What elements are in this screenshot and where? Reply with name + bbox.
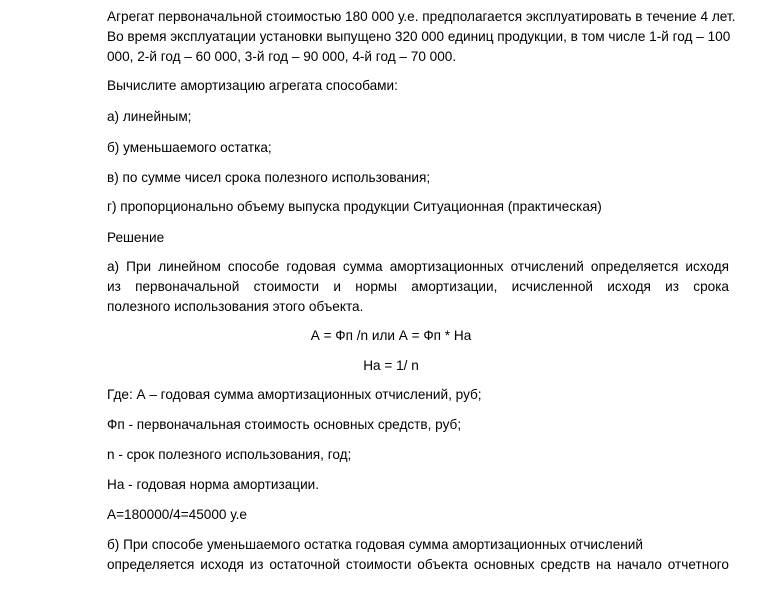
part-a-line-2: из первоначальной стоимости и нормы амортизации, исчисленной исходя из срока: [107, 279, 729, 294]
method-d: г) пропорционально объему выпуска продукции Ситуационная (практическая): [107, 199, 602, 214]
part-a-line-3: полезного использования этого объекта.: [107, 299, 364, 314]
formula-2: На = 1/ n: [363, 358, 419, 373]
definition-fp: Фп - первоначальная стоимость основных средств, руб;: [107, 417, 462, 432]
calculation: А=180000/4=45000 у.е: [107, 507, 247, 522]
definition-na: На - годовая норма амортизации.: [107, 477, 320, 492]
definition-a: Где: А – годовая сумма амортизационных отчислений, руб;: [107, 387, 482, 402]
definition-n: n - срок полезного использования, год;: [107, 447, 352, 462]
formula-1: А = Фп /n или А = Фп * На: [310, 328, 472, 343]
part-a-line-1: а) При линейном способе годовая сумма амортизационных отчислений определяется исходя: [107, 259, 729, 274]
part-b-line-2: определяется исходя из остаточной стоимости объекта основных средств на начало отчетного: [107, 557, 729, 572]
problem-line-1: Агрегат первоначальной стоимостью 180 000 у.е. предполагается эксплуатировать в течение 4 лет.: [107, 9, 736, 24]
solution-heading: Решение: [107, 230, 165, 245]
problem-line-2: Во время эксплуатации установки выпущено 320 000 единиц продукции, в том числе 1-й год – 100: [107, 29, 731, 44]
problem-line-3: 000, 2-й год – 60 000, 3-й год – 90 000, 4-й год – 70 000.: [107, 49, 457, 64]
method-a: а) линейным;: [107, 109, 192, 124]
method-b: б) уменьшаемого остатка;: [107, 140, 272, 155]
part-b-line-1: б) При способе уменьшаемого остатка годовая сумма амортизационных отчислений: [107, 537, 643, 552]
method-c: в) по сумме чисел срока полезного использования;: [107, 170, 431, 185]
task-text: Вычислите амортизацию агрегата способами:: [107, 78, 398, 93]
